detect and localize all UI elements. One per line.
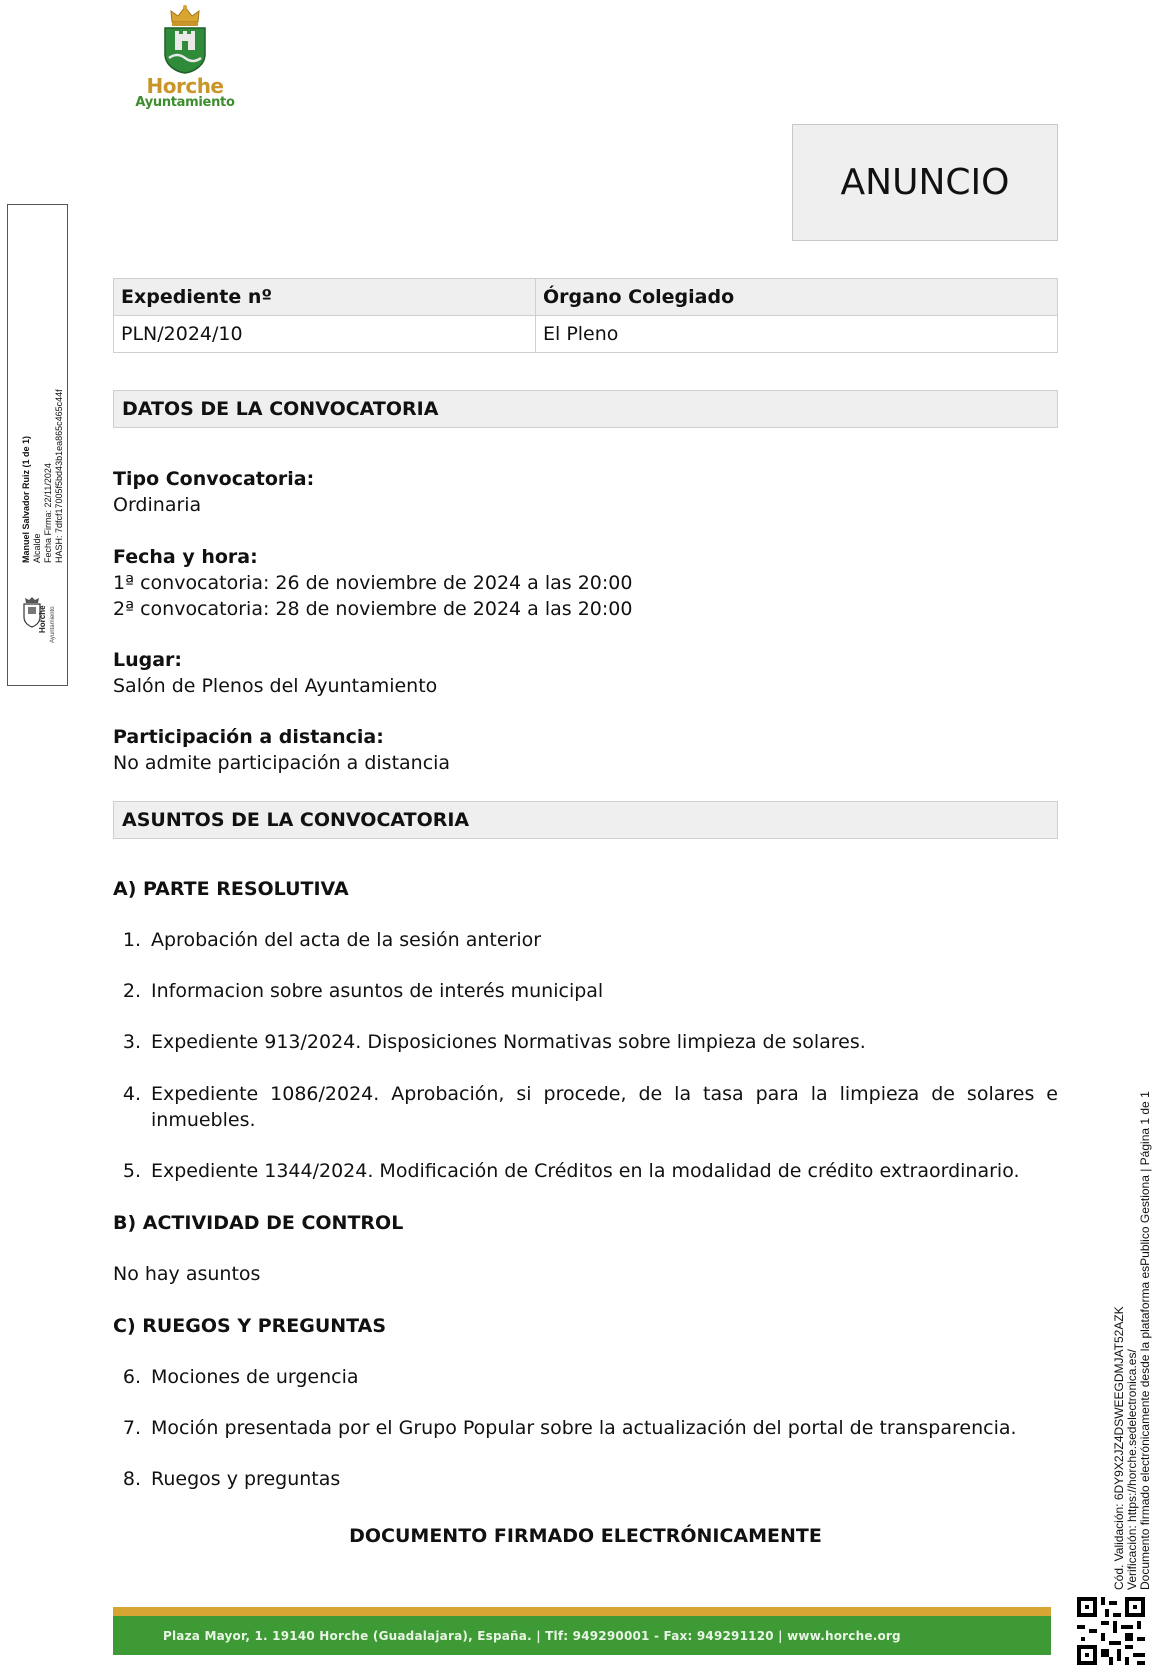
lugar-field — [113, 647, 437, 699]
item-number: 4. — [122, 1083, 141, 1105]
fecha-primera: 1ª convocatoria: 26 de noviembre de 2024 a las 20:00 — [113, 572, 633, 594]
logo-subtitle: Ayuntamiento — [135, 95, 235, 110]
item-text: Ruegos y preguntas — [151, 1468, 341, 1490]
asuntos-heading: ASUNTOS DE LA CONVOCATORIA — [113, 801, 1058, 839]
item-number: 5. — [122, 1160, 141, 1182]
datos-heading: DATOS DE LA CONVOCATORIA — [113, 390, 1058, 428]
shield-icon — [163, 26, 207, 74]
organo-header: Órgano Colegiado — [536, 279, 1058, 316]
validation-code: Cód. Validación: 6DY9X2JZ4DSWEEGDMJAT52AZK — [1112, 1306, 1126, 1590]
item-text: Aprobación del acta de la sesión anterior — [151, 929, 542, 951]
item-text: Expediente 1344/2024. Modificación de Créditos en la modalidad de crédito extraordinario. — [151, 1160, 1020, 1182]
item-text: Moción presentada por el Grupo Popular sobre la actualización del portal de transparencia. — [151, 1417, 1017, 1439]
signed-notice: DOCUMENTO FIRMADO ELECTRÓNICAMENTE — [349, 1525, 822, 1547]
footer-contact: Plaza Mayor, 1. 19140 Horche (Guadalajara), España. | Tlf: 949290001 - Fax: 949291120 | www.horche.org — [163, 1628, 901, 1643]
signature-date: Fecha Firma: 22/11/2024 — [43, 463, 53, 563]
list-item — [113, 1029, 1058, 1055]
qr-code-icon — [1077, 1597, 1145, 1665]
item-text: Expediente 1086/2024. Aprobación, si procede, de la tasa para la limpieza de solares e inmuebles. — [151, 1083, 1058, 1131]
crown-icon — [169, 4, 201, 26]
list-item — [113, 1415, 1058, 1441]
fecha-label: Fecha y hora: — [113, 546, 258, 568]
participacion-value: No admite participación a distancia — [113, 752, 451, 774]
validation-url: Verificación: https://horche.sedelectronica.es/ — [1125, 1349, 1139, 1590]
item-number: 6. — [122, 1366, 141, 1388]
svg-text:Horche: Horche — [38, 605, 47, 633]
actividad-control-heading: B) ACTIVIDAD DE CONTROL — [113, 1212, 404, 1234]
expediente-table — [113, 278, 1058, 353]
document-title: ANUNCIO — [792, 124, 1058, 241]
parte-resolutiva-heading: A) PARTE RESOLUTIVA — [113, 878, 349, 900]
fecha-segunda: 2ª convocatoria: 28 de noviembre de 2024 a las 20:00 — [113, 598, 633, 620]
list-item — [113, 1466, 1058, 1492]
signature-stamp — [7, 204, 68, 686]
signature-signer: Manuel Salvador Ruiz (1 de 1) — [21, 435, 31, 563]
list-item — [113, 978, 1058, 1004]
svg-text:Ayuntamiento: Ayuntamiento — [50, 606, 56, 643]
actividad-control-text: No hay asuntos — [113, 1263, 261, 1285]
signature-role: Alcalde — [32, 533, 42, 563]
tipo-field — [113, 466, 314, 518]
item-number: 1. — [122, 929, 141, 951]
signature-hash: HASH: 7dfcf17005f5bd43b1ea865c465c44f — [54, 389, 64, 563]
tipo-label: Tipo Convocatoria: — [113, 468, 315, 490]
footer-bar — [113, 1607, 1051, 1655]
item-number: 7. — [122, 1417, 141, 1439]
fecha-field — [113, 544, 632, 622]
item-number: 8. — [122, 1468, 141, 1490]
expediente-value: PLN/2024/10 — [114, 316, 536, 353]
lugar-value: Salón de Plenos del Ayuntamiento — [113, 675, 438, 697]
validation-stamp — [1108, 1060, 1152, 1600]
validation-note: Documento firmado electrónicamente desde la plataforma esPublico Gestiona | Página 1 de 1 — [1138, 1091, 1152, 1590]
lugar-label: Lugar: — [113, 649, 183, 671]
expediente-header: Expediente nº — [114, 279, 536, 316]
item-text: Expediente 913/2024. Disposiciones Normativas sobre limpieza de solares. — [151, 1031, 866, 1053]
list-item — [113, 1364, 1058, 1390]
item-number: 2. — [122, 980, 141, 1002]
list-item — [113, 927, 1058, 953]
participacion-label: Participación a distancia: — [113, 726, 384, 748]
item-number: 3. — [122, 1031, 141, 1053]
organo-value: El Pleno — [536, 316, 1058, 353]
logo-name: Horche — [146, 74, 224, 98]
list-item — [113, 1158, 1058, 1184]
item-text: Mociones de urgencia — [151, 1366, 359, 1388]
horche-logo — [130, 4, 240, 110]
item-text: Informacion sobre asuntos de interés municipal — [151, 980, 604, 1002]
participacion-field — [113, 724, 450, 776]
ruegos-preguntas-heading: C) RUEGOS Y PREGUNTAS — [113, 1315, 387, 1337]
mini-logo-icon — [16, 597, 60, 649]
list-item — [113, 1081, 1058, 1133]
tipo-value: Ordinaria — [113, 494, 202, 516]
